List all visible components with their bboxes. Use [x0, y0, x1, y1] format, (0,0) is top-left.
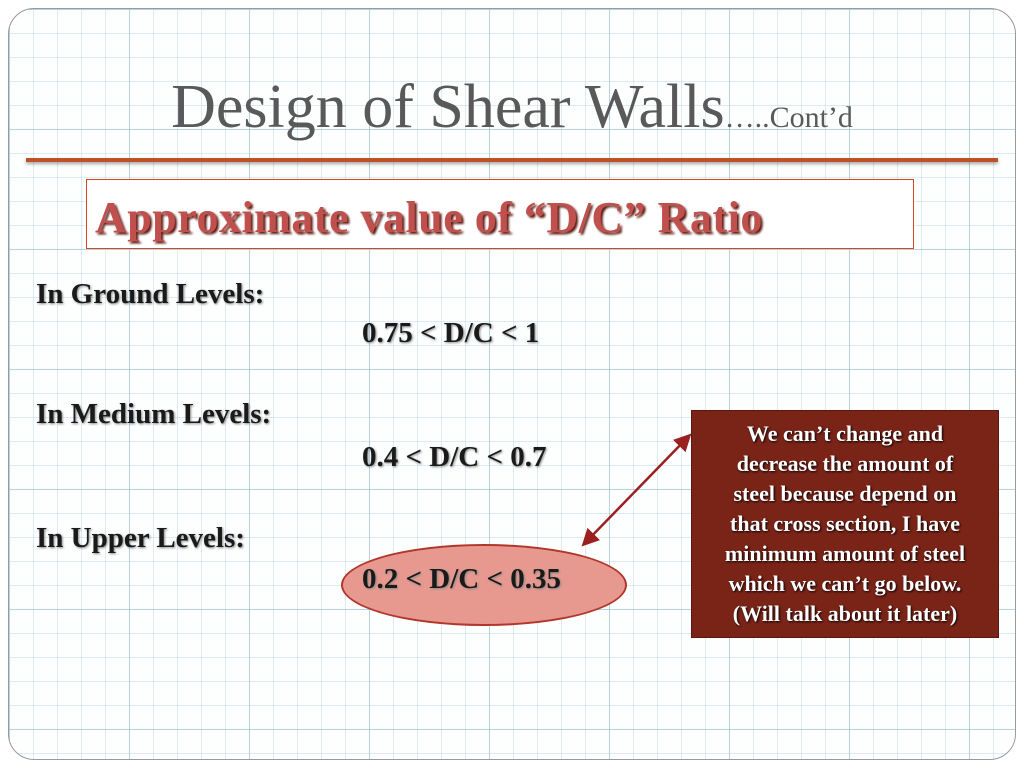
note-line: decrease the amount of [736, 451, 954, 476]
medium-levels-range: 0.4 < D/C < 0.7 [362, 441, 547, 473]
note-line: We can’t change and [746, 421, 944, 446]
ground-levels-label: In Ground Levels: [36, 278, 265, 310]
note-line: steel because depend on [733, 481, 957, 506]
ground-levels-range: 0.75 < D/C < 1 [362, 317, 540, 349]
note-line: which we can’t go below. [728, 571, 962, 596]
upper-levels-range: 0.2 < D/C < 0.35 [362, 563, 561, 595]
note-callout [691, 410, 999, 638]
note-line: minimum amount of steel [724, 541, 966, 566]
note-line: (Will talk about it later) [732, 601, 958, 626]
medium-levels-label: In Medium Levels: [36, 398, 272, 430]
note-line: that cross section, I have [730, 511, 960, 536]
title-main: Design of Shear Walls [171, 73, 725, 141]
subtitle: Approximate value of “D/C” Ratio [95, 193, 763, 242]
title-suffix: …..Cont’d [724, 101, 853, 134]
upper-levels-label: In Upper Levels: [36, 522, 245, 554]
